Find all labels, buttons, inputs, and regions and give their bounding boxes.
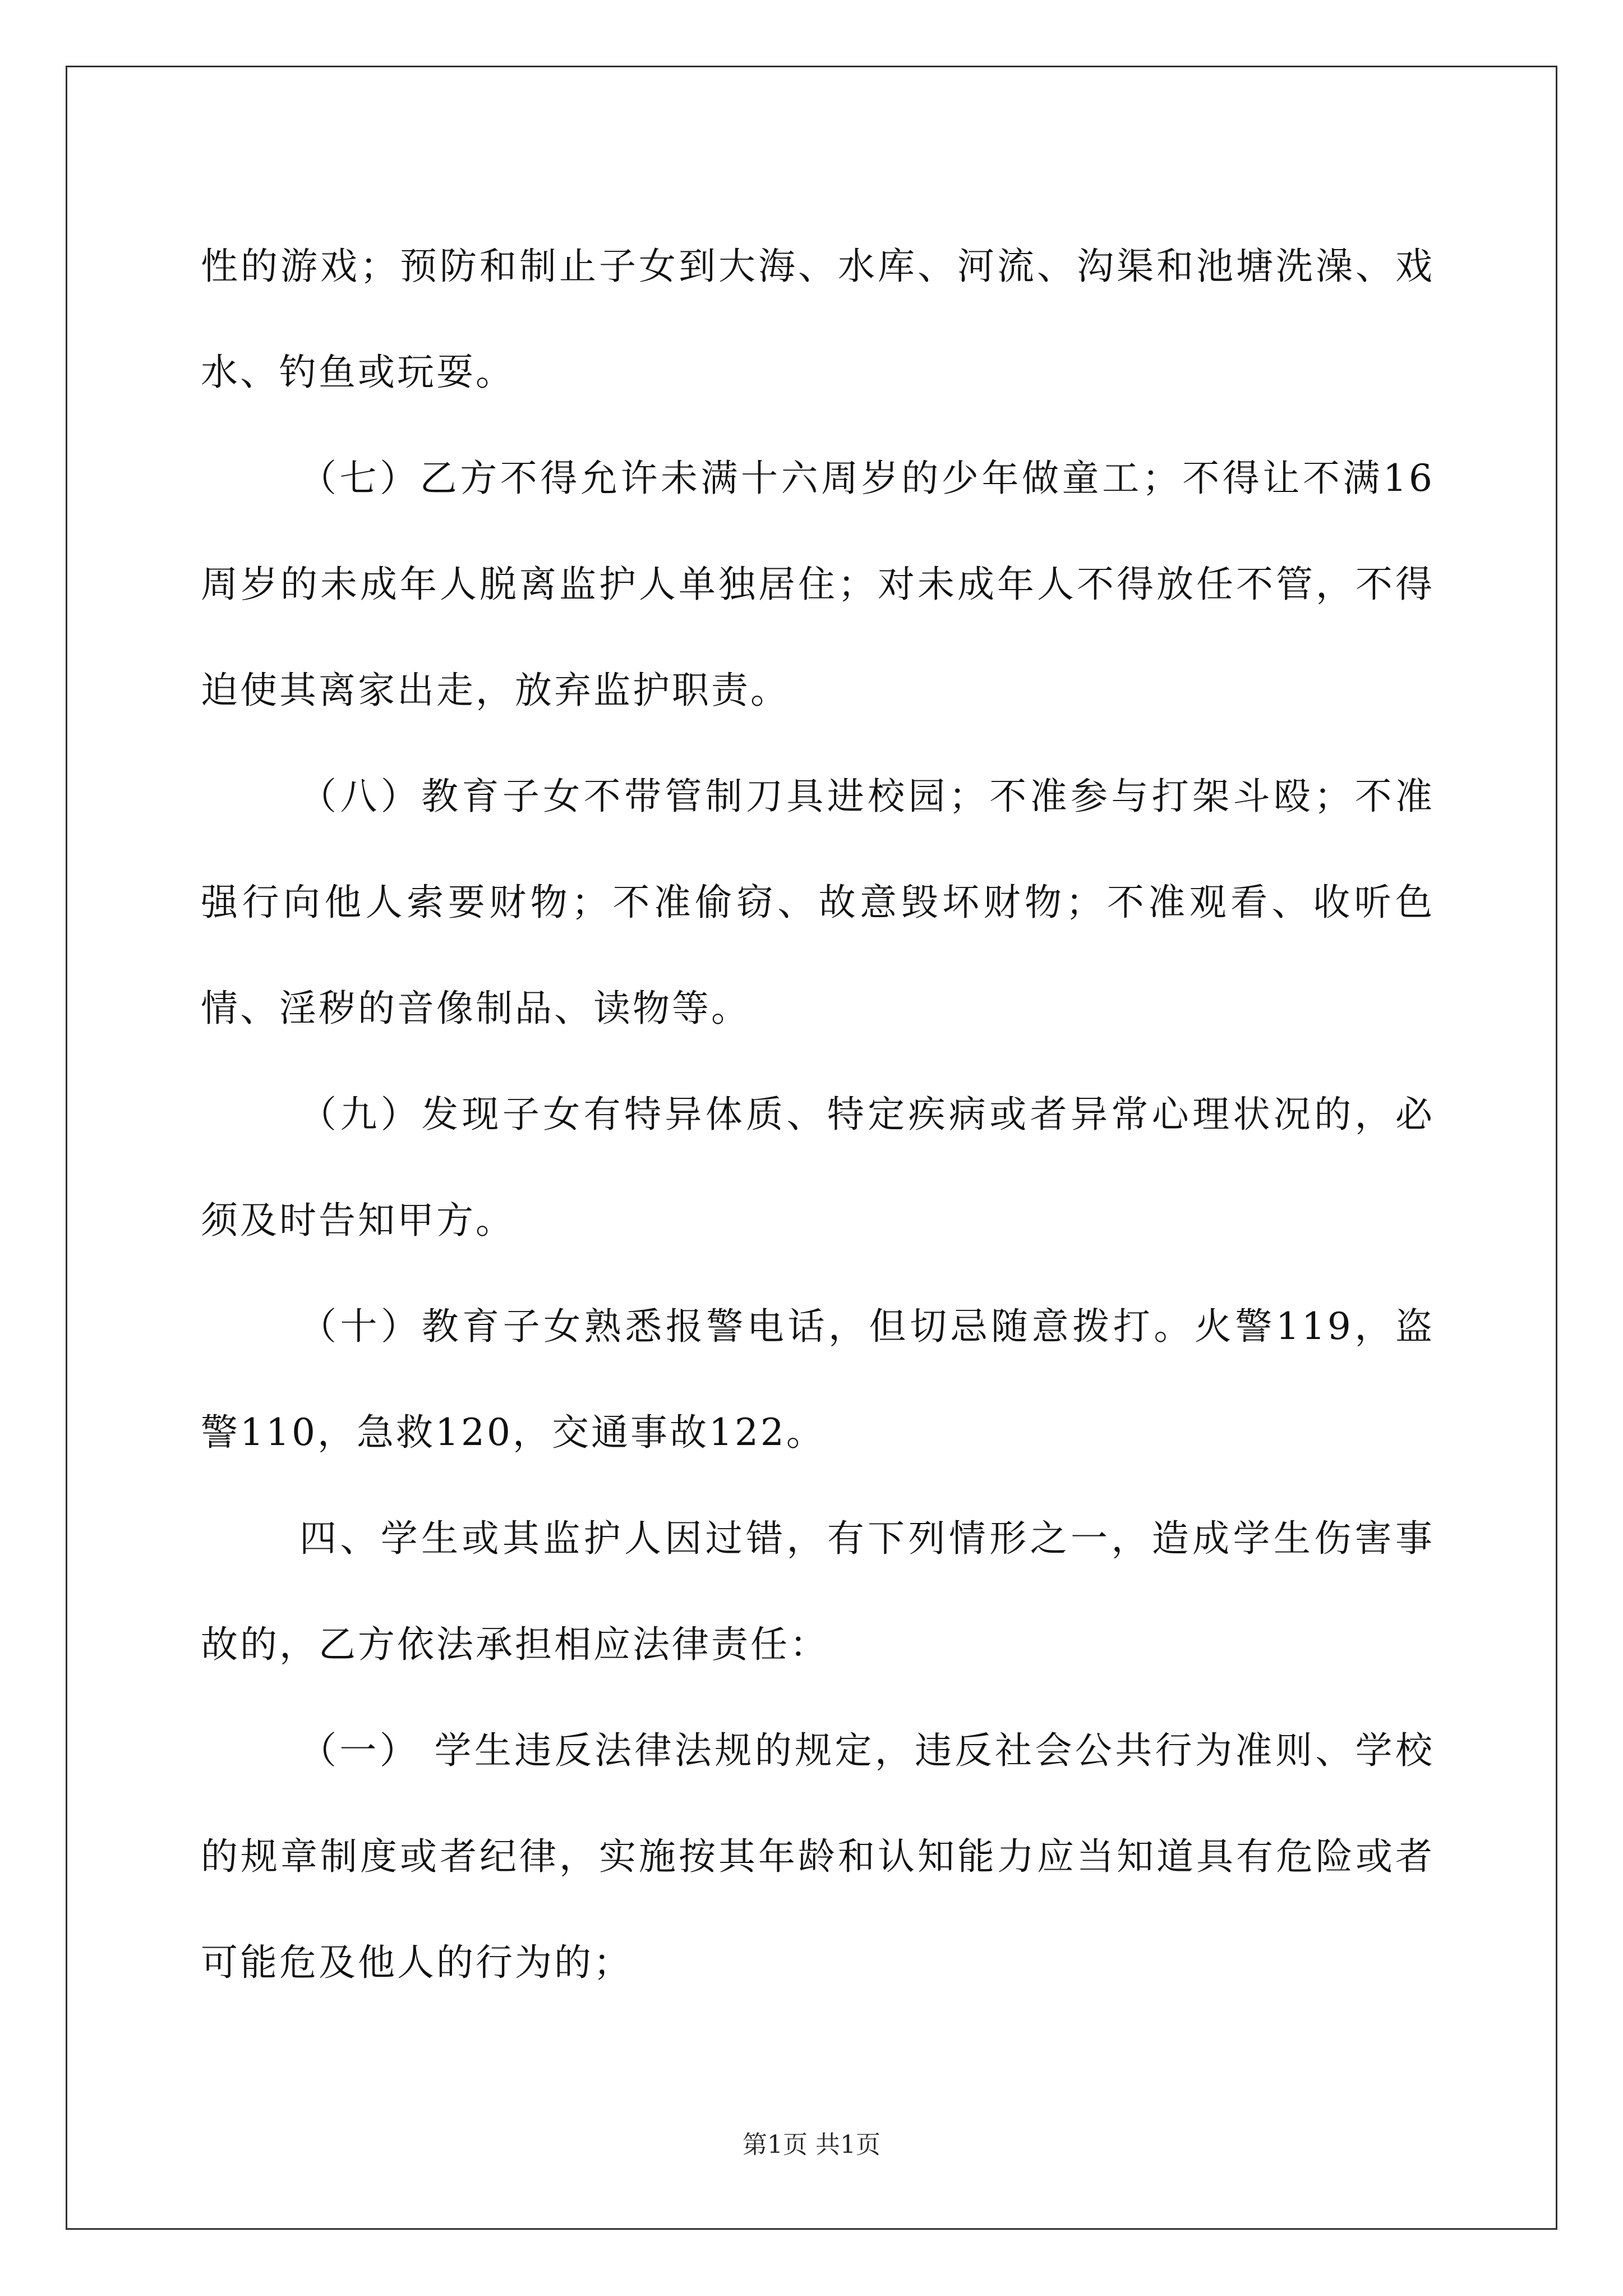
paragraph-item-8: （八）教育子女不带管制刀具进校园；不准参与打架斗殴；不准强行向他人索要财物；不准偷窃、故意毁坏财物；不准观看、收听色情、淫秽的音像制品、读物等。	[201, 775, 1435, 1030]
document-body	[201, 213, 1435, 2016]
paragraph-item-9: （九）发现子女有特异体质、特定疾病或者异常心理状况的，必须及时告知甲方。	[201, 1093, 1435, 1242]
page-number-footer: 第1页 共1页	[743, 2131, 880, 2159]
paragraph-section-4: 四、学生或其监护人因过错，有下列情形之一，造成学生伤害事故的，乙方依法承担相应法律责任：	[201, 1517, 1435, 1666]
paragraph-continuation: 性的游戏；预防和制止子女到大海、水库、河流、沟渠和池塘洗澡、戏水、钓鱼或玩耍。	[201, 245, 1435, 394]
paragraph-item-10: （十）教育子女熟悉报警电话，但切忌随意拨打。火警119，盗警110，急救120，交通事故122。	[201, 1305, 1435, 1454]
paragraph-section-4-item-1: （一） 学生违反法律法规的规定，违反社会公共行为准则、学校的规章制度或者纪律，实施按其年龄和认知能力应当知道具有危险或者可能危及他人的行为的；	[201, 1729, 1435, 1984]
paragraph-item-7: （七）乙方不得允许未满十六周岁的少年做童工；不得让不满16周岁的未成年人脱离监护人单独居住；对未成年人不得放任不管，不得迫使其离家出走，放弃监护职责。	[201, 457, 1435, 712]
